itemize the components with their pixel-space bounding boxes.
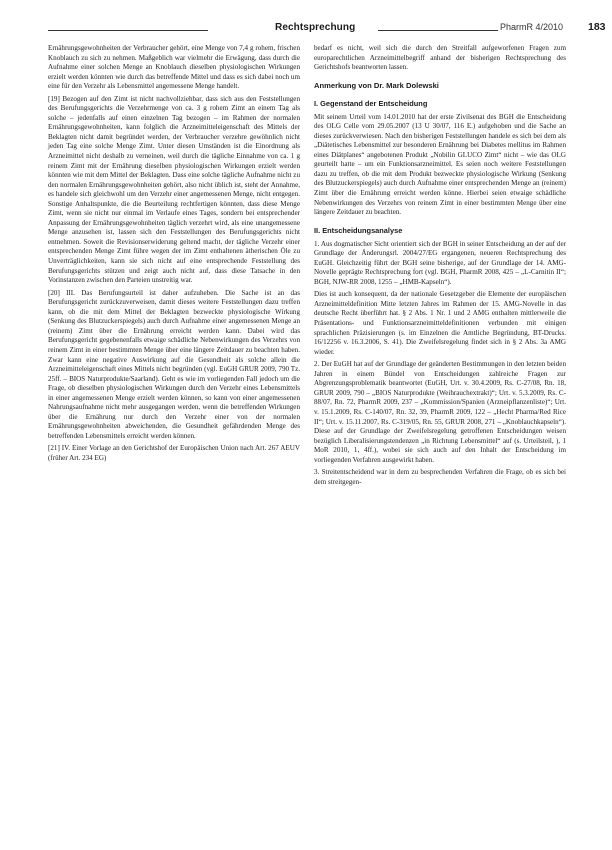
section-title: Rechtsprechung [275, 22, 356, 33]
annotation-heading: Anmerkung von Dr. Mark Dolewski [314, 80, 439, 90]
paragraph: Dies ist auch konsequent, da der nationale Gesetzgeber die Elemente der europäischen Arzneimitteldefinition Mitte letzten Jahres im Rahmen der 15. AMG-Novelle in das deutsche Recht überführt hat. § 2 Abs. 1 Nr. 1 und 2 AMG enthalten mittlerweile die Präsentations- und Funktionsarzneimitteldefinitionen verbunden mit einigen sprachlichen Präzisierungen (s. im Einzelnen die Amtliche Begründung, BT-Drucks. 16/12256 v. 16.3.2006, S. 41). Die Zweifelsregelung findet sich in § 2 Abs. 3a AMG wieder. [314, 290, 566, 356]
left-column [48, 44, 300, 467]
paragraph: Ernährungsgewohnheiten der Verbraucher gehört, eine Menge von 7,4 g rohem, frischen Knoblauch zu sich zu nehmen. Maßgeblich war vielmehr die Erwägung, dass durch die Aufnahme einer solchen Menge an Knoblauch dieselben physiologischen Wirkungen erzielt werden könnten wie durch das betreffende Mittel und dass es sich dabei noch um eine für den Verzehr als Lebensmittel angemessene Menge handelt. [48, 44, 300, 91]
paragraph: Mit seinem Urteil vom 14.01.2010 hat der erste Zivilsenat des BGH die Entscheidung des OLG Celle vom 29.05.2007 (13 U 30/07, 116 E.) aufgehoben und die Sache an dieses zurückverwiesen. Nach den bisherigen Feststellungen handele es sich bei dem als „Diätetisches Lebensmittel zur besonderen Ernährung bei Diabetes mellitus im Rahmen eines Diätplanes“ angebotenen Produkt „Nobilin GLUCO Zimt“ nicht – wie das OLG geurteilt hatte – um ein Funktionsarzneimittel. Es seien noch weitere Feststellungen dazu zu treffen, ob die mit dem Produkt bezweckte physiologische Wirkung (Senkung des Blutzuckerspiegels) auch durch Aufnahme einer entsprechenden Menge an (reinem) Zimt über die Ernährung erreicht werden könne. Hierbei seien etwaige schädliche Nebenwirkungen des Verzehrs von reinem Zimt in einer bestimmten Menge über eine längere Zeitdauer zu beachten. [314, 112, 566, 217]
header-rule-left [48, 30, 208, 31]
paragraph: [21] IV. Einer Vorlage an den Gerichtshof der Europäischen Union nach Art. 267 AEUV (früher Art. 234 EG) [48, 444, 300, 462]
running-header [48, 21, 606, 42]
page-number: 183 [588, 21, 606, 33]
header-rule-right [378, 30, 498, 31]
section-heading: II. Entscheidungsanalyse [314, 225, 403, 235]
paragraph: 1. Aus dogmatischer Sicht orientiert sich der BGH in seiner Entscheidung an der auf der Grundlage der Änderungsrl. 2004/27/EG ergangenen, neueren Rechtsprechung des EuGH. Gleichzeitig führt der BGH seine bisherige, auf der Grundlage der 14. AMG-Novelle geprägte Rechtsprechung fort (vgl. BGH, PharmR 2008, 425 – „L-Carnitin II“; BGH, NJW-RR 2008, 1255 – „HMB-Kapseln“). [314, 239, 566, 286]
section-heading: I. Gegenstand der Entscheidung [314, 98, 428, 108]
paragraph: bedarf es nicht, weil sich die durch den Streitfall aufgeworfenen Fragen zum europarechtlichen Arzneimittelbegriff anhand der bisherigen Rechtsprechung des Gerichtshofs beantworten lassen. [314, 44, 566, 72]
paragraph: 2. Der EuGH hat auf der Grundlage der geänderten Bestimmungen in den letzten beiden Jahren in einem Bündel von Entscheidungen zahlreiche Fragen zur Abgrenzungsproblematik beantwortet (EuGH, Urt. v. 30.4.2009, Rs. C-27/08, Rn. 18, GRUR 2009, 790 – „BIOS Naturprodukte (Weihrauchextrakt)“; Urt. v. 5.3.2009, Rs. C-88/07, Rn. 72, PharmR 2009, 237 – „Kommission/Spanien (Arzneipflanzenliste)“; Urt. v. 15.1.2009, Rs. C-140/07, Rn. 32, 39, PharmR 2009, 122 – „Hecht Pharma/Red Rice II“; Urt. v. 15.11.2007, Rs. C-319/05, Rn. 55, GRUR 2008, 271 – „Knoblauchkapseln“). Diese auf der Grundlage der Zweifelsregelung getroffenen Entscheidungen weisen bezüglich Liberalisierungstendenzen „in Richtung Lebensmittel“ auf (s. Urteilsteil, ), 1 MoR 2010, 1, 4ff.), wobei sie sich auch auf den Inhalt der Entscheidung im vorliegenden Verfahren ausgewirkt haben. [314, 360, 566, 464]
right-column [314, 44, 566, 490]
paragraph: [19] Bezogen auf den Zimt ist nicht nachvollziehbar, dass sich aus den Feststellungen des Berufungsgerichts die Verzehrmenge von ca. 3 g rohem Zimt an einem Tag als solche – jedenfalls auf einen einzelnen Tag bezogen – im Rahmen der normalen Ernährungsgewohnheiten, kann folglich die Arzneimitteleigenschaft des Mittels der Beklagten nicht damit begründet werden, der Verbraucher verzehre gewöhnlich nicht jeden Tag eine solche Menge Zimt. Unter diesen Umständen ist die Einordnung als Arzneimittel nicht deshalb zu verneinen, weil durch die tägliche Einnahme von ca. 1 g reinem Zimt mit der Ernährung dieselben physiologischen Wirkungen erzielt werden könnten wie mit dem Mittel der Beklagten. Dass eine solche tägliche Aufnahme nicht zu den normalen Ernährungsgewohnheiten gehört, also nicht üblich ist, steht der Annahme, es handele sich gleichwohl um den Verzehr einer angemessenen Menge, nicht entgegen. Sonstige Anhaltspunkte, die die Beurteilung rechtfertigen könnten, dass diese Menge Zimt, wenn sie nicht nur einmal im Verlaufe eines Tages, sondern bei entsprechender Anpassung der Ernährungsgewohnheiten täglich verzehrt wird, als eine unangemessene Menge anzusehen ist, lassen sich den Feststellungen des Berufungsgerichts nicht entnehmen. Soweit die Revisionserwiderung geltend macht, der tägliche Verzehr einer entsprechenden Menge Zimt führe wegen der im Zimt enthaltenen ätherischen Öle zu Unverträglichkeiten, kann sie sich nicht auf eine entsprechende Feststellung des Berufungsgerichts stützen und zeigt auch nicht auf, dass diese Tatsache in den Vorinstanzen zwischen den Parteien unstreitig war. [48, 94, 300, 285]
journal-citation: PharmR 4/2010 [500, 22, 564, 32]
paragraph: 3. Streitentscheidend war in dem zu besprechenden Verfahren die Frage, ob es sich bei dem streitgegen- [314, 468, 566, 486]
paragraph: [20] III. Das Berufungsurteil ist daher aufzuheben. Die Sache ist an das Berufungsgericht zurückzuverweisen, damit dieses weitere Feststellungen dazu treffen kann, ob die mit dem Mittel der Beklagten bezweckte physiologische Wirkung (Senkung des Blutzuckerspiegels) auch durch Aufnahme einer angemessenen Menge an (reinem) Zimt über die Ernährung erreicht werden kann. Dabei wird das Berufungsgericht gegebenenfalls etwaige schädliche Nebenwirkungen des Verzehrs von reinem Zimt in einer bestimmten Menge über eine längere Zeitdauer zu beachten haben. Zwar kann eine negative Auswirkung auf die Gesundheit als solche allein die Arzneimitteleigenschaft eines Mittels nicht begründen (vgl. EuGH GRUR 2009, 790 Tz. 25ff. – BIOS Naturprodukte/Saarland). Geht es wie im vorliegenden Fall jedoch um die Frage, ob dieselben physiologischen Wirkungen durch den Verzehr eines Lebensmittels in einer angemessenen Menge erzielt werden können, so kann von einer angemessenen Nahrungsaufnahme nicht mehr ausgegangen werden, wenn die betreffenden Wirkungen über die Ernährung nur durch den Verzehr einer von der normalen Ernährungsgewohnheiten abweichenden, die Gesundheit gefährdenden Menge des betreffenden Lebensmittels erreicht werden können. [48, 288, 300, 440]
